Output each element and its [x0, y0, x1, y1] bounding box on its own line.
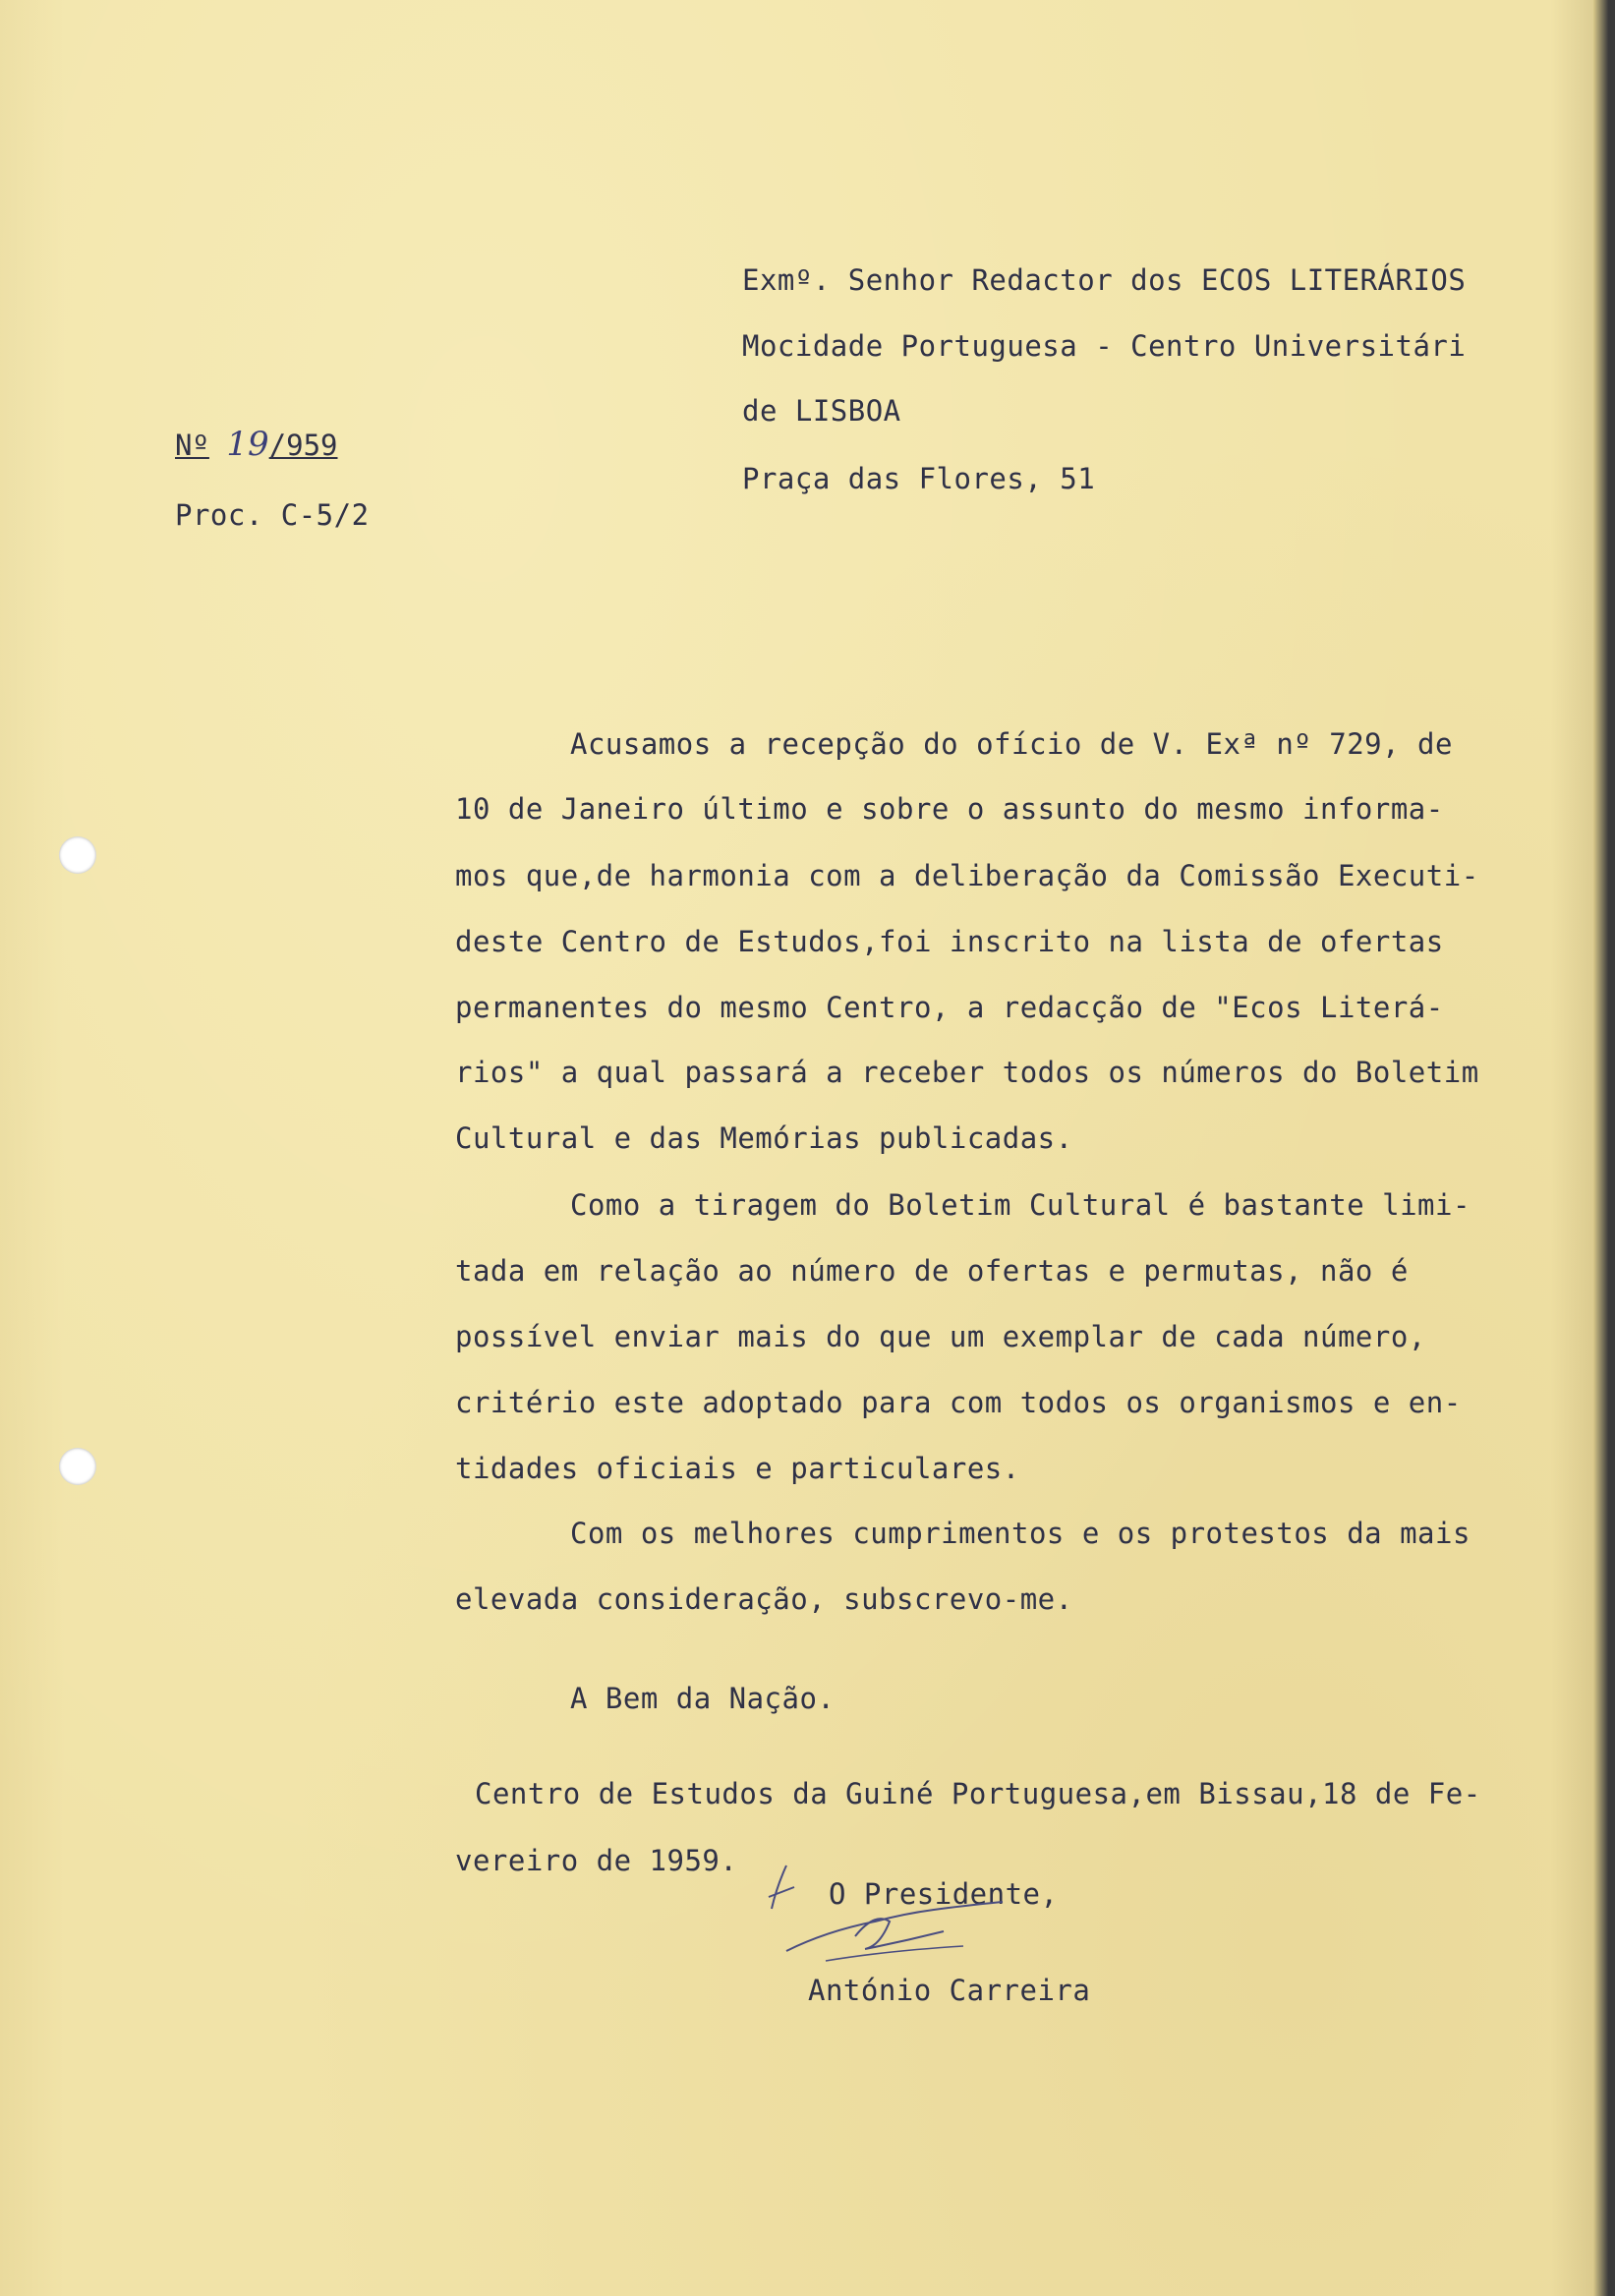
- body-line-3: mos que,de harmonia com a deliberação da Comissão Executi-: [455, 859, 1479, 892]
- body-line-5: permanentes do mesmo Centro, a redacção de "Ecos Literá-: [455, 991, 1444, 1024]
- signatory-name: António Carreira: [808, 1974, 1091, 2007]
- body-line-1: Acusamos a recepção do ofício de V. Exª nº 729, de: [570, 727, 1453, 761]
- punch-hole-bottom: [59, 1448, 96, 1485]
- reference-handwritten-number: 19: [226, 425, 269, 464]
- punch-hole-top: [59, 836, 96, 874]
- body-line-10: possível enviar mais do que um exemplar de cada número,: [455, 1320, 1426, 1353]
- reference-number: [175, 425, 338, 464]
- body-line-7: Cultural e das Memórias publicadas.: [455, 1121, 1073, 1155]
- reference-year: /959: [268, 429, 338, 462]
- body-line-14: elevada consideração, subscrevo-me.: [455, 1582, 1073, 1616]
- body-line-13: Com os melhores cumprimentos e os protestos da mais: [570, 1517, 1471, 1550]
- salutation: A Bem da Nação.: [570, 1682, 836, 1715]
- body-line-11: critério este adoptado para com todos os organismos e en-: [455, 1386, 1462, 1419]
- body-line-2: 10 de Janeiro último e sobre o assunto do mesmo informa-: [455, 792, 1444, 826]
- process-number: Proc. C-5/2: [175, 498, 370, 532]
- body-line-9: tada em relação ao número de ofertas e permutas, não é: [455, 1254, 1409, 1288]
- place-date-line-2: vereiro de 1959.: [455, 1844, 738, 1877]
- body-line-8: Como a tiragem do Boletim Cultural é bastante limi-: [570, 1188, 1471, 1222]
- recipient-line-2: Mocidade Portuguesa - Centro Universitári: [742, 329, 1467, 363]
- place-date-line-1: Centro de Estudos da Guiné Portuguesa,em Bissau,18 de Fe-: [475, 1777, 1481, 1810]
- recipient-line-1: Exmº. Senhor Redactor dos ECOS LITERÁRIOS: [742, 263, 1467, 297]
- recipient-line-3: de LISBOA: [742, 394, 901, 428]
- handwritten-signature-icon: [767, 1892, 1022, 1980]
- body-line-12: tidades oficiais e particulares.: [455, 1452, 1020, 1485]
- recipient-line-4: Praça das Flores, 51: [742, 462, 1096, 495]
- reference-label: Nº: [175, 429, 209, 462]
- body-line-6: rios" a qual passará a receber todos os números do Boletim: [455, 1056, 1479, 1089]
- signatory-title: O Presidente,: [829, 1877, 1059, 1911]
- scan-edge: [1593, 0, 1615, 2296]
- body-line-4: deste Centro de Estudos,foi inscrito na lista de ofertas: [455, 925, 1444, 958]
